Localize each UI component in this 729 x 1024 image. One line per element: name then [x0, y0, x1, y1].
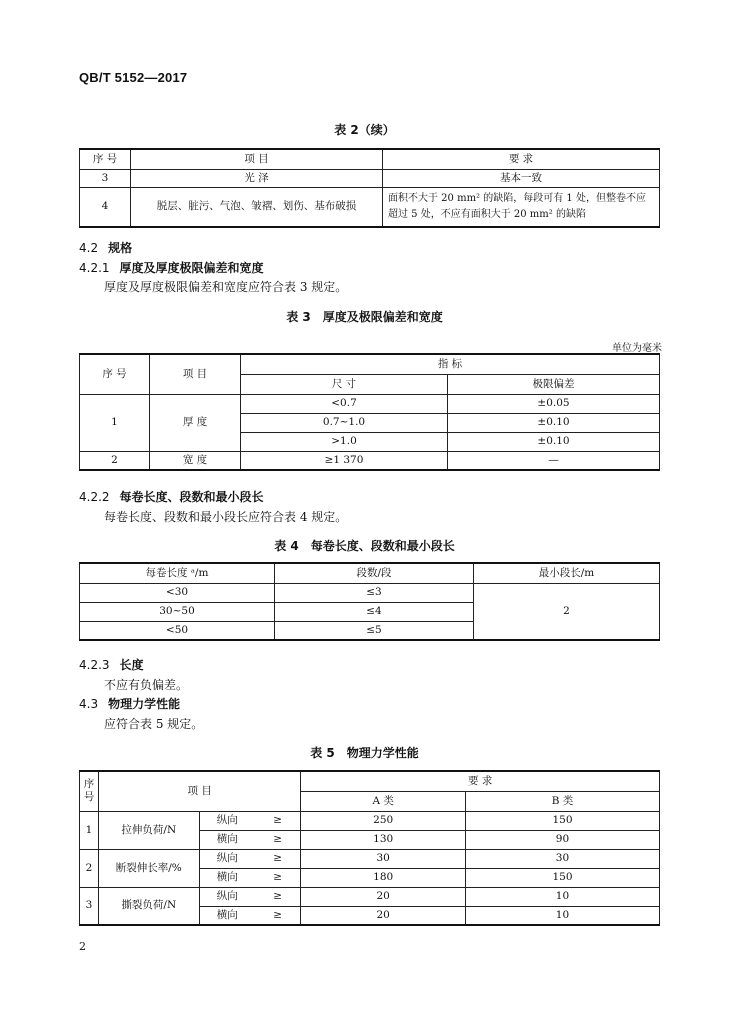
- table5-cell-direction: 纵向: [199, 849, 255, 868]
- table2-caption: 表 2（续）: [334, 123, 395, 137]
- table5-cell-direction: 横向: [199, 906, 255, 925]
- table4-cell-segments: ≤5: [275, 621, 474, 640]
- table3-header-size: 尺 寸: [241, 374, 448, 394]
- table-row: [80, 451, 660, 470]
- table3-cell-no: 2: [80, 451, 150, 470]
- table5-cell-no: 3: [80, 887, 99, 925]
- table4-cell-min-length: 2: [474, 583, 660, 640]
- table-row: [80, 887, 660, 906]
- section-title: 物理力学性能: [108, 697, 181, 711]
- table5-cell-direction: 横向: [199, 830, 255, 849]
- table2-cell-req: 基本一致: [383, 169, 660, 187]
- table5-cell-b: 90: [465, 830, 659, 849]
- table3-cell-item: 厚 度: [150, 394, 241, 451]
- table2-cell-item: 脱层、脏污、气泡、皱褶、划伤、基布破损: [131, 187, 383, 227]
- table2-header-req: 要 求: [383, 149, 660, 169]
- section-number: 4.2.3: [79, 658, 110, 672]
- table4: [79, 562, 660, 641]
- table4-cell-length: <30: [80, 583, 275, 602]
- section-title: 每卷长度、段数和最小段长: [119, 490, 264, 504]
- table3-caption: 表 3 厚度及极限偏差和宽度: [286, 310, 443, 324]
- table4-header-length: 每卷长度 ᵃ/m: [80, 563, 275, 583]
- table5-cell-b: 10: [465, 887, 659, 906]
- table5-header-class-a: A 类: [301, 791, 466, 811]
- table-row: [80, 187, 660, 227]
- table2-header-item: 项 目: [131, 149, 383, 169]
- table5-header-req: 要 求: [301, 771, 660, 791]
- table5-header-class-b: B 类: [465, 791, 659, 811]
- section-title: 长度: [119, 658, 144, 672]
- section-4-2-3-text: 不应有负偏差。: [104, 678, 189, 692]
- table-row: [80, 394, 660, 413]
- table3-cell-dev: ±0.10: [448, 432, 660, 451]
- table3-cell-size: >1.0: [241, 432, 448, 451]
- table5-cell-a: 180: [301, 868, 466, 887]
- table-row: [80, 849, 660, 868]
- section-number: 4.2: [79, 241, 99, 255]
- table2-cell-item: 光 泽: [131, 169, 383, 187]
- section-number: 4.2.2: [79, 490, 110, 504]
- table2-cell-no: 3: [80, 169, 131, 187]
- table5-cell-ge: ≥: [255, 887, 301, 906]
- table5-cell-direction: 横向: [199, 868, 255, 887]
- table5-cell-ge: ≥: [255, 811, 301, 830]
- table4-header-min-length: 最小段长/m: [474, 563, 660, 583]
- section-number: 4.3: [79, 697, 99, 711]
- table3: [79, 353, 660, 471]
- table5-cell-a: 30: [301, 849, 466, 868]
- table2-cell-req: 面积不大于 20 mm² 的缺陷，每段可有 1 处，但整卷不应超过 5 处，不应有面积大于 20 mm² 的缺陷: [383, 187, 660, 227]
- table3-cell-dev: ±0.05: [448, 394, 660, 413]
- section-4-2-heading: [79, 239, 132, 256]
- table5-cell-no: 2: [80, 849, 99, 887]
- table5-cell-item: 撕裂负荷/N: [98, 887, 199, 925]
- table5-cell-no: 1: [80, 811, 99, 849]
- table-row: [80, 583, 660, 602]
- standard-number: QB/T 5152—2017: [79, 70, 188, 85]
- table5-cell-direction: 纵向: [199, 811, 255, 830]
- table5-cell-ge: ≥: [255, 906, 301, 925]
- table5-header-item: 项 目: [98, 771, 301, 811]
- table4-cell-segments: ≤3: [275, 583, 474, 602]
- table5-header-no: 序号: [80, 771, 99, 811]
- table4-cell-segments: ≤4: [275, 602, 474, 621]
- table3-header-no: 序 号: [80, 354, 150, 394]
- table5-cell-a: 20: [301, 906, 466, 925]
- table3-cell-no: 1: [80, 394, 150, 451]
- table2: [79, 148, 660, 228]
- section-title: 规格: [108, 241, 133, 255]
- table3-cell-size: <0.7: [241, 394, 448, 413]
- section-4-2-1-text: 厚度及厚度极限偏差和宽度应符合表 3 规定。: [104, 280, 348, 294]
- page-number: 2: [79, 940, 86, 953]
- table5-cell-item: 断裂伸长率/%: [98, 849, 199, 887]
- table5-cell-ge: ≥: [255, 868, 301, 887]
- table5-cell-b: 30: [465, 849, 659, 868]
- table5-caption: 表 5 物理力学性能: [310, 746, 419, 760]
- table5: [79, 770, 660, 926]
- section-4-2-2-text: 每卷长度、段数和最小段长应符合表 4 规定。: [104, 510, 348, 524]
- table4-caption: 表 4 每卷长度、段数和最小段长: [274, 539, 455, 553]
- table2-cell-no: 4: [80, 187, 131, 227]
- table5-cell-direction: 纵向: [199, 887, 255, 906]
- table3-cell-dev: —: [448, 451, 660, 470]
- table5-cell-ge: ≥: [255, 849, 301, 868]
- table4-cell-length: 30~50: [80, 602, 275, 621]
- table5-cell-b: 150: [465, 868, 659, 887]
- section-4-2-3-heading: [79, 656, 144, 673]
- table5-cell-a: 20: [301, 887, 466, 906]
- section-4-2-2-heading: [79, 488, 264, 505]
- table4-header-segments: 段数/段: [275, 563, 474, 583]
- table5-cell-ge: ≥: [255, 830, 301, 849]
- section-number: 4.2.1: [79, 261, 110, 275]
- table3-cell-size: 0.7~1.0: [241, 413, 448, 432]
- table3-header-index: 指 标: [241, 354, 660, 374]
- section-title: 厚度及厚度极限偏差和宽度: [119, 261, 264, 275]
- table3-unit: 单位为毫米: [612, 343, 662, 354]
- section-4-3-text: 应符合表 5 规定。: [104, 717, 204, 731]
- table5-cell-b: 150: [465, 811, 659, 830]
- section-4-2-1-heading: [79, 259, 264, 276]
- table3-cell-size: ≥1 370: [241, 451, 448, 470]
- section-4-3-heading: [79, 695, 180, 712]
- table2-header-no: 序 号: [80, 149, 131, 169]
- table-row: [80, 169, 660, 187]
- table3-cell-item: 宽 度: [150, 451, 241, 470]
- table5-cell-a: 250: [301, 811, 466, 830]
- table4-cell-length: <50: [80, 621, 275, 640]
- table5-cell-b: 10: [465, 906, 659, 925]
- table3-header-dev: 极限偏差: [448, 374, 660, 394]
- table3-cell-dev: ±0.10: [448, 413, 660, 432]
- table5-cell-item: 拉伸负荷/N: [98, 811, 199, 849]
- table-row: [80, 811, 660, 830]
- table3-header-item: 项 目: [150, 354, 241, 394]
- table5-cell-a: 130: [301, 830, 466, 849]
